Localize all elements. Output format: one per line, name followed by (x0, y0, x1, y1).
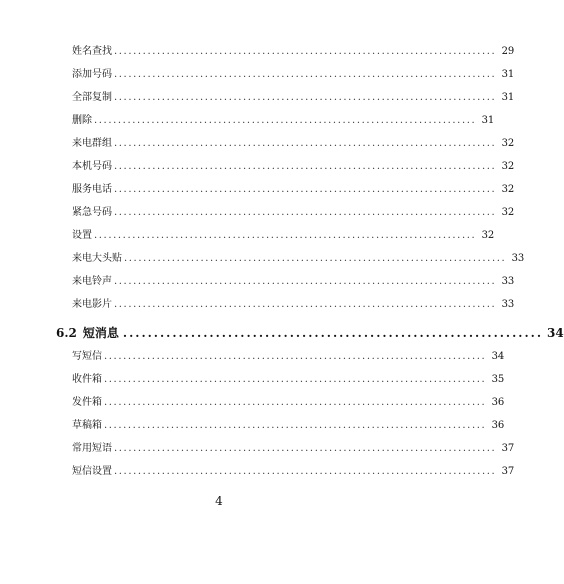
toc-entry-settings[interactable] (72, 228, 495, 244)
dot-leader: ................................................................................ (114, 466, 497, 477)
toc-entry-title: 草稿箱 (72, 420, 102, 431)
dot-leader: ................................................................................ (114, 69, 497, 80)
dot-leader: ................................................................................ (114, 184, 497, 195)
toc-entry-write-sms[interactable] (72, 349, 505, 365)
toc-entry-caller-photo[interactable] (72, 251, 525, 267)
dot-leader: ................................................................................ (124, 253, 507, 264)
toc-entry-add-number[interactable] (72, 67, 515, 83)
toc-entry-title: 紧急号码 (72, 207, 112, 218)
toc-entry-caller-ringtone[interactable] (72, 274, 515, 290)
toc-entry-page: 29 (501, 46, 515, 57)
toc-entry-page: 33 (501, 299, 515, 310)
toc-entry-page: 36 (491, 420, 505, 431)
toc-entry-page: 32 (481, 230, 495, 241)
dot-leader: ................................................................................ (94, 230, 477, 241)
toc-entry-drafts[interactable] (72, 418, 505, 434)
toc-entry-title: 设置 (72, 230, 92, 241)
toc-entry-title: 常用短语 (72, 443, 112, 454)
toc-entry-title: 发件箱 (72, 397, 102, 408)
toc-entry-emergency-number[interactable] (72, 205, 515, 221)
toc-entry-title: 短信设置 (72, 466, 112, 477)
toc-entry-page: 37 (501, 466, 515, 477)
toc-entry-page: 32 (501, 161, 515, 172)
dot-leader: ................................................................................ (114, 92, 497, 103)
dot-leader: ................................................................................ (104, 374, 487, 385)
toc-entry-page: 33 (501, 276, 515, 287)
toc-entry-caller-group[interactable] (72, 136, 515, 152)
dot-leader: ................................................................................ (104, 397, 487, 408)
toc-entry-title: 来电群组 (72, 138, 112, 149)
dot-leader: ................................................................................ (114, 161, 497, 172)
toc-entry-page: 32 (501, 138, 515, 149)
toc-entry-title: 收件箱 (72, 374, 102, 385)
toc-section-heading (56, 324, 119, 342)
dot-leader: ................................................................................ (114, 299, 497, 310)
dot-leader: .................................................................... (122, 326, 543, 340)
toc-entry-page: 31 (481, 115, 495, 126)
toc-entry-copy-all[interactable] (72, 90, 515, 106)
page-number: 4 (215, 494, 223, 508)
toc-entry-sms-settings[interactable] (72, 464, 515, 480)
toc-entry-title: 本机号码 (72, 161, 112, 172)
dot-leader: ................................................................................ (104, 420, 487, 431)
toc-entry-page: 31 (501, 92, 515, 103)
toc-entry-title: 服务电话 (72, 184, 112, 195)
toc-entry-page: 37 (501, 443, 515, 454)
toc-entry-page: 35 (491, 374, 505, 385)
toc-section-sms[interactable] (56, 324, 564, 342)
toc-section-title: 短消息 (82, 326, 119, 340)
toc-entry-common-phrases[interactable] (72, 441, 515, 457)
toc-entry-caller-video[interactable] (72, 297, 515, 313)
dot-leader: ................................................................................ (94, 115, 477, 126)
toc-entry-title: 来电影片 (72, 299, 112, 310)
toc-section-page: 34 (547, 326, 564, 340)
toc-entry-page: 33 (511, 253, 525, 264)
toc-entry-own-number[interactable] (72, 159, 515, 175)
toc-entry-outbox[interactable] (72, 395, 505, 411)
toc-entry-title: 全部复制 (72, 92, 112, 103)
dot-leader: ................................................................................ (114, 276, 497, 287)
toc-entry-title: 姓名查找 (72, 46, 112, 57)
toc-entry-delete[interactable] (72, 113, 495, 129)
toc-entry-title: 来电大头贴 (72, 253, 122, 264)
dot-leader: ................................................................................ (114, 207, 497, 218)
toc-entry-title: 来电铃声 (72, 276, 112, 287)
toc-entry-page: 32 (501, 207, 515, 218)
toc-section-number: 6.2 (56, 326, 77, 340)
toc-entry-service-phone[interactable] (72, 182, 515, 198)
dot-leader: ................................................................................ (114, 46, 497, 57)
dot-leader: ................................................................................ (114, 138, 497, 149)
toc-entry-page: 34 (491, 351, 505, 362)
toc-entry-title: 删除 (72, 115, 92, 126)
toc-entry-page: 32 (501, 184, 515, 195)
dot-leader: ................................................................................ (114, 443, 497, 454)
dot-leader: ................................................................................ (104, 351, 487, 362)
toc-entry-page: 36 (491, 397, 505, 408)
toc-entry-page: 31 (501, 69, 515, 80)
toc-entry-inbox[interactable] (72, 372, 505, 388)
toc-entry-name-search[interactable] (72, 44, 515, 60)
toc-entry-title: 写短信 (72, 351, 102, 362)
toc-entry-title: 添加号码 (72, 69, 112, 80)
